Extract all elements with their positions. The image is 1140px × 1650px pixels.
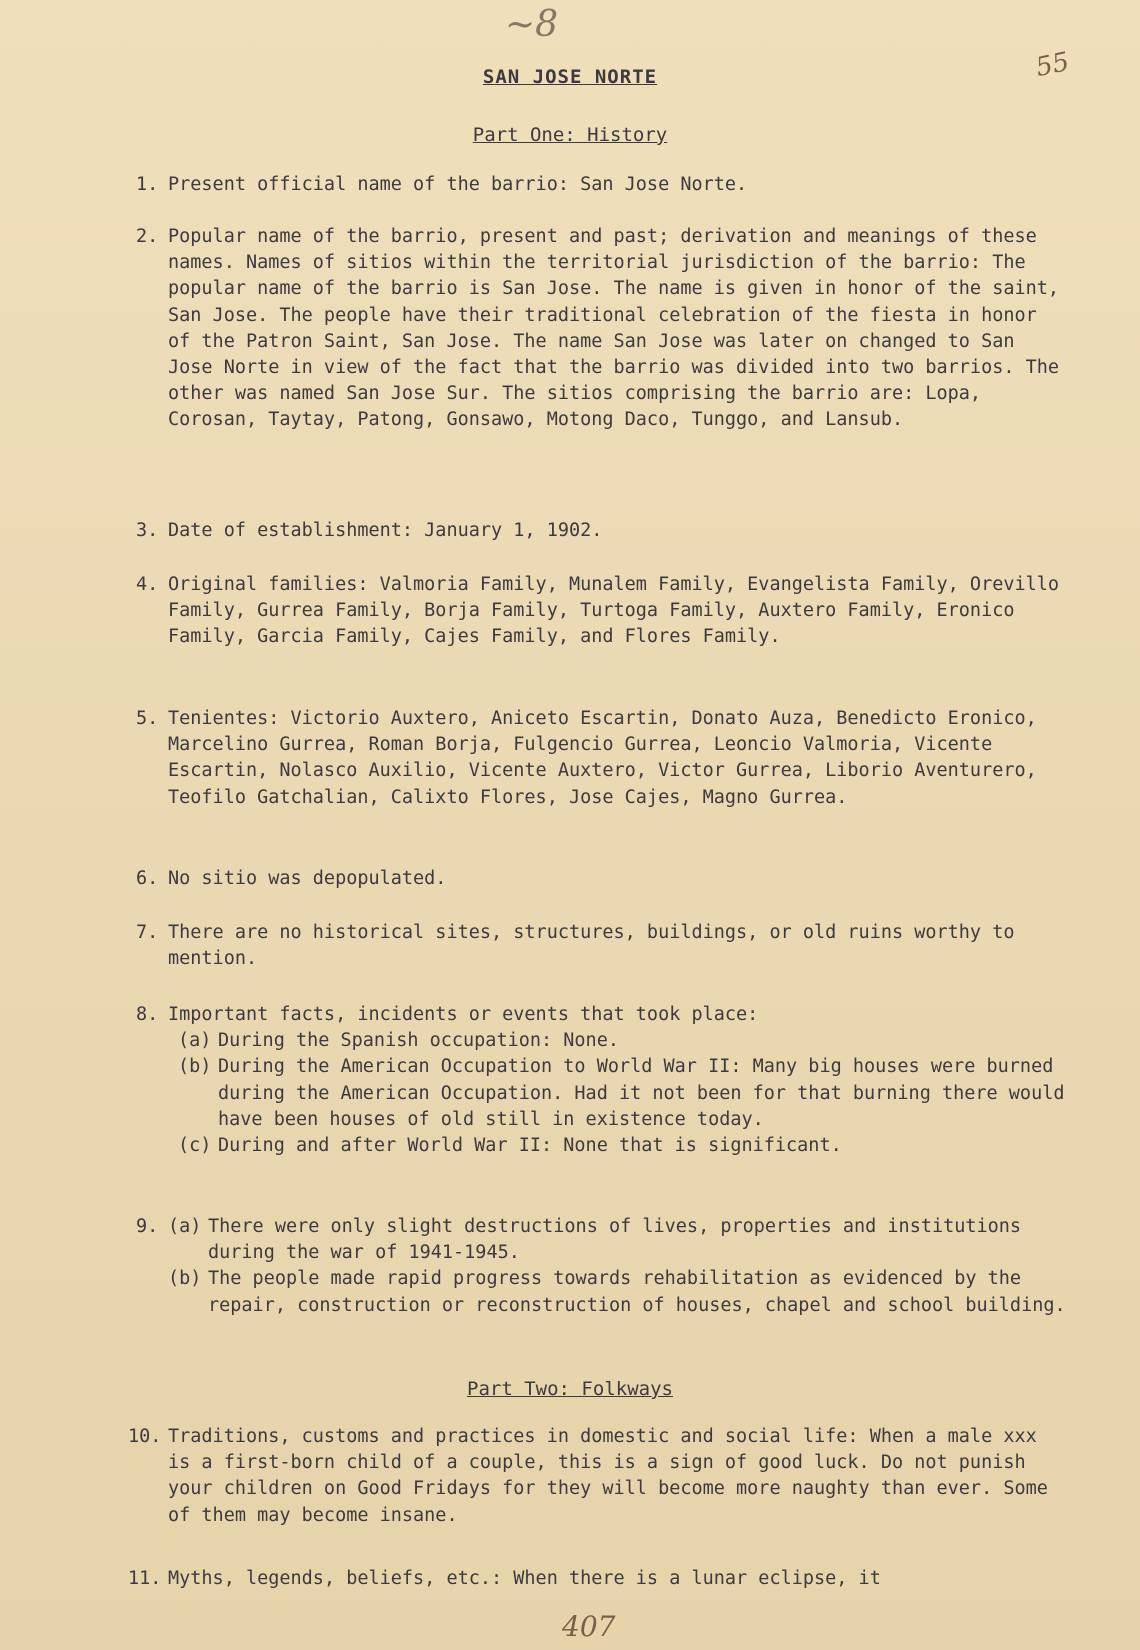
subitem-text: During the Spanish occupation: None.: [218, 1030, 619, 1052]
item-number: 1.: [136, 174, 159, 195]
item-text: Important facts, incidents or events that took place:: [168, 1004, 759, 1025]
item-5: [136, 706, 1068, 811]
part-two-heading: Part Two: Folkways: [467, 1378, 673, 1400]
handwritten-page-number: 55: [1033, 46, 1072, 84]
item-text: No sitio was depopulated.: [168, 868, 447, 889]
item-3: [136, 518, 1068, 544]
item-text: Traditions, customs and practices in domestic and social life: When a male xxx is a first-born child of a couple, this is a sign of good luck. Do not punish your children on Good Fridays for they will become more naughty than ever. Some of them may become insane.: [168, 1426, 1048, 1526]
subitem-9a: [168, 1214, 1068, 1266]
part-one-heading: Part One: History: [472, 124, 668, 146]
item-text: Present official name of the barrio: San Jose Norte.: [168, 174, 748, 195]
item-text: Tenientes: Victorio Auxtero, Aniceto Escartin, Donato Auza, Benedicto Eronico, Marcelino Gurrea, Roman Borja, Fulgencio Gurrea, Leoncio Valmoria, Vicente Escartin, Nolasco Auxilio, Vicente Auxtero, Victor Gurrea, Liborio Aventurero, Teofilo Gatchalian, Calixto Flores, Jose Cajes, Magno Gurrea.: [168, 708, 1037, 808]
item-number: 4.: [136, 574, 159, 595]
document-title: SAN JOSE NORTE: [482, 66, 658, 88]
handwritten-mark: ~8: [505, 4, 559, 45]
subitem-8c: [178, 1133, 1068, 1159]
item-number: 7.: [136, 922, 159, 943]
subitem-9b: [168, 1266, 1068, 1318]
subitem-8b: [178, 1054, 1068, 1133]
item-text: There are no historical sites, structures, buildings, or old ruins worthy to mention.: [168, 922, 1015, 970]
item-number: 6.: [136, 868, 159, 889]
item-text: Popular name of the barrio, present and past; derivation and meanings of these names. Names of sitios within the territorial jurisdiction of the barrio: The popular name of the barrio is San Jose. The name is given in honor of the saint, San Jose. The people have their traditional celebration of the fiesta in honor of the Patron Saint, San Jose. The name San Jose was later on changed to San Jose Norte in view of the fact that the barrio was divided into two barrios. The other was named San Jose Sur. The sitios comprising the barrio are: Lopa, Corosan, Taytay, Patong, Gonsawo, Motong Daco, Tunggo, and Lansub.: [168, 226, 1060, 431]
item-4: [136, 572, 1068, 651]
subitem-text: During and after World War II: None that is significant.: [218, 1135, 842, 1157]
subitem-label: (b): [178, 1056, 212, 1078]
item-number: 11.: [128, 1568, 162, 1589]
item-text: Myths, legends, beliefs, etc.: When there is a lunar eclipse, it: [168, 1568, 881, 1589]
item-number: 9.: [136, 1216, 159, 1237]
item-number: 8.: [136, 1004, 159, 1025]
item-number: 3.: [136, 520, 159, 541]
item-number: 5.: [136, 708, 159, 729]
subitem-label: (c): [178, 1135, 212, 1157]
item-10: [128, 1424, 1068, 1529]
item-6: [136, 866, 1068, 892]
handwritten-footer-number: 407: [562, 1610, 616, 1643]
item-2: [136, 224, 1068, 434]
item-text: Original families: Valmoria Family, Munalem Family, Evangelista Family, Orevillo Family, Gurrea Family, Borja Family, Turtoga Family, Auxtero Family, Eronico Family, Garcia Family, Cajes Family, and Flores Family.: [168, 574, 1060, 648]
item-8: [136, 1002, 1068, 1159]
item-9: [136, 1214, 1068, 1319]
subitem-label: (a): [168, 1216, 202, 1237]
subitem-text: There were only slight destructions of lives, properties and institutions during the war of 1941-1945.: [208, 1216, 1022, 1264]
item-7: [136, 920, 1068, 972]
item-1: [136, 172, 1068, 198]
subitem-8a: [178, 1028, 1068, 1054]
item-number: 2.: [136, 226, 159, 247]
item-text: Date of establishment: January 1, 1902.: [168, 520, 603, 541]
item-11: [128, 1566, 1068, 1592]
subitem-label: (b): [168, 1268, 202, 1290]
item-number: 10.: [128, 1426, 162, 1447]
subitem-text: During the American Occupation to World War II: Many big houses were burned during the American Occupation. Had it not been for that burning there would have been houses of old still in existence today.: [218, 1056, 1065, 1130]
subitem-label: (a): [178, 1030, 212, 1052]
subitem-text: The people made rapid progress towards rehabilitation as evidenced by the repair, construction or reconstruction of houses, chapel and school building.: [208, 1268, 1066, 1316]
